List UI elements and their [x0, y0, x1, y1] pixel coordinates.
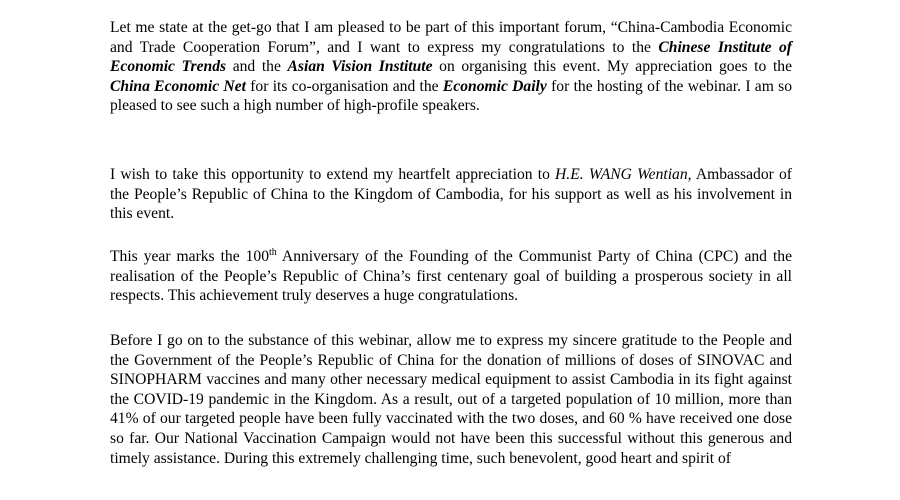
p1-text-1: Let me state at the get-go that I am pleased to be part of this important forum, “China-Cambodia Economic and Trade Cooperation Forum”, and I want to express my congratulations to the [110, 19, 792, 56]
p1-text-3: on organising this event. My appreciation goes to the [432, 58, 792, 76]
paragraph-ambassador [110, 165, 792, 224]
p3-text-2: Anniversary of the Founding of the Communist Party of China (CPC) and the realisation of the People’s Republic of China’s first centenary goal of building a prosperous society in all respects. This achievement truly deserves a huge congratulations. [110, 248, 792, 305]
paragraph-forum-intro [110, 18, 792, 116]
p1-org-china-economic-net: China Economic Net [110, 77, 246, 95]
p2-text-1: I wish to take this opportunity to extend my heartfelt appreciation to [110, 166, 556, 183]
p1-org-cietrends: Chinese Institute of Economic Trends [110, 38, 792, 76]
paragraph-anniversary [110, 247, 792, 306]
p2-text-2: Ambassador of the People’s Republic of China to the Kingdom of Cambodia, for his support as well as his involvement in this event. [110, 166, 792, 223]
p1-org-avi: Asian Vision Institute [287, 58, 433, 76]
p4-text: Before I go on to the substance of this webinar, allow me to express my sincere gratitude to the People and the Government of the People’s Republic of China for the donation of millions of doses of SINOVAC and SINOPHARM vaccines and many other necessary medical equipment to assist Cambodia in its fight against the COVID-19 pandemic in the Kingdom. As a result, out of a targeted population of 10 million, more than 41% of our targeted people have been fully vaccinated with the two doses, and 60 % have received one dose so far. Our National Vaccination Campaign would not have been this successful without this generous and timely assistance. During this extremely challenging time, such benevolent, good heart and spirit of [110, 332, 792, 467]
p3-text-1: This year marks the 100 [110, 248, 270, 265]
p1-text-5: for the hosting of the webinar. I am so pleased to see such a high number of high-profile speakers. [110, 77, 793, 115]
p1-text-4: for its co-organisation and the [245, 77, 443, 95]
p3-ordinal-suffix: th [269, 246, 277, 258]
p1-text-2: and the [226, 58, 288, 76]
p2-ambassador-name: H.E. WANG Wentian, [555, 166, 692, 183]
p1-org-economic-daily: Economic Daily [442, 77, 547, 95]
paragraph-vaccine-gratitude [110, 331, 792, 468]
